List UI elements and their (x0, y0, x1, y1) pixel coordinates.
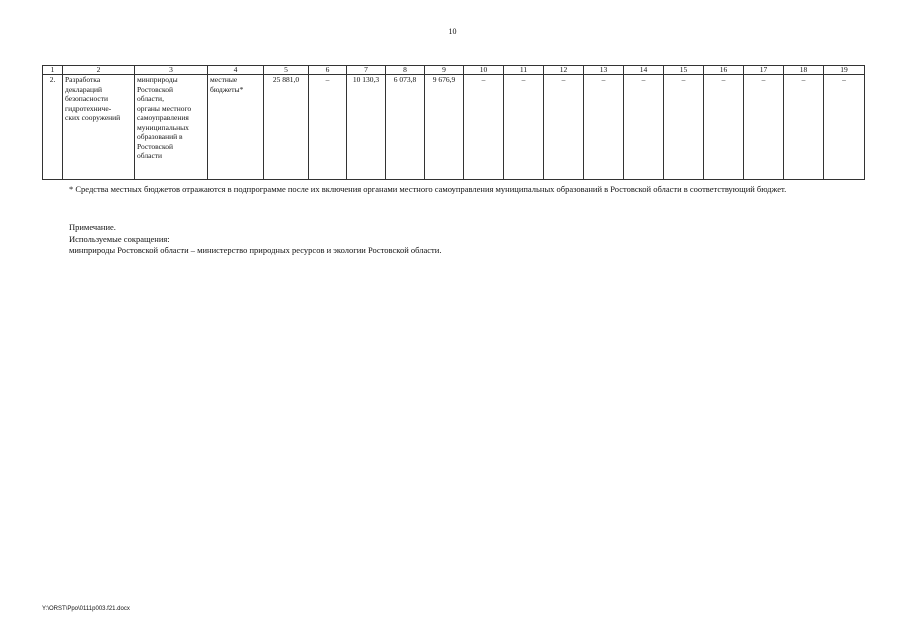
header-row (43, 66, 865, 75)
measure-name-line: Разработка (65, 75, 101, 84)
measure-name-line: деклараций (65, 84, 102, 94)
executor-line: области, (137, 94, 164, 103)
executor-line: муниципальных (137, 122, 189, 132)
year-value-cell: – (704, 75, 744, 180)
header-cell: 1 (43, 66, 63, 75)
file-path: Y:\ORST\Ppo\0111p003.f21.docx (42, 606, 130, 612)
year-value-cell: – (664, 75, 704, 180)
notes-block (69, 222, 849, 257)
executor-line: органы местного (137, 103, 192, 113)
row-number: 2. (43, 75, 63, 180)
header-cell: 18 (784, 66, 824, 75)
executor-line: самоуправления (137, 113, 189, 122)
measure-name-line: безопасности (65, 94, 109, 103)
year-value-cell: – (784, 75, 824, 180)
measure-name-cell (63, 75, 135, 180)
note-title: Примечание. (69, 222, 116, 232)
year-value-cell: – (624, 75, 664, 180)
header-cell: 12 (544, 66, 584, 75)
header-cell: 2 (63, 66, 135, 75)
header-cell: 14 (624, 66, 664, 75)
measure-name-line: гидротехниче- (65, 103, 112, 113)
year-value-cell: – (544, 75, 584, 180)
header-cell: 6 (309, 66, 347, 75)
year-value-cell: 9 676,9 (425, 75, 464, 180)
footnote: * Средства местных бюджетов отражаются в подпрограмме после их включения органами местного самоуправления муниципальных образований в Ростовской области в соответствующий бюджет. (69, 184, 787, 194)
year-value-cell: – (464, 75, 504, 180)
page-number: 10 (448, 27, 457, 36)
header-cell: 8 (386, 66, 425, 75)
year-value-cell: – (824, 75, 865, 180)
funding-source-cell (208, 75, 264, 180)
header-cell: 19 (824, 66, 865, 75)
executor-line: области (137, 151, 163, 160)
header-cell: 17 (744, 66, 784, 75)
total-amount-cell: 25 881,0 (264, 75, 309, 180)
header-cell: 11 (504, 66, 544, 75)
year-value-cell: – (584, 75, 624, 180)
abbreviation-text: минприроды Ростовской области – министерство природных ресурсов и экологии Ростовской области. (69, 245, 442, 255)
year-value-cell: – (504, 75, 544, 180)
header-cell: 15 (664, 66, 704, 75)
executor-line: Ростовской (137, 84, 174, 94)
note-subtitle: Используемые сокращения: (69, 233, 170, 244)
header-cell: 3 (135, 66, 208, 75)
header-cell: 7 (347, 66, 386, 75)
funding-source-line: бюджеты* (210, 84, 244, 94)
executor-line: минприроды (137, 75, 178, 84)
year-value-cell: – (309, 75, 347, 180)
executor-cell (135, 75, 208, 180)
header-cell: 13 (584, 66, 624, 75)
year-value-cell: 6 073,8 (386, 75, 425, 180)
executor-line: образований в (137, 132, 183, 141)
header-cell: 10 (464, 66, 504, 75)
measure-name-line: ских сооружений (65, 113, 121, 122)
header-cell: 9 (425, 66, 464, 75)
program-table (42, 65, 865, 180)
header-cell: 5 (264, 66, 309, 75)
year-value-cell: – (744, 75, 784, 180)
executor-line: Ростовской (137, 141, 174, 151)
header-cell: 4 (208, 66, 264, 75)
table-row (43, 75, 865, 180)
header-cell: 16 (704, 66, 744, 75)
year-value-cell: 10 130,3 (347, 75, 386, 180)
funding-source-line: местные (210, 75, 238, 84)
